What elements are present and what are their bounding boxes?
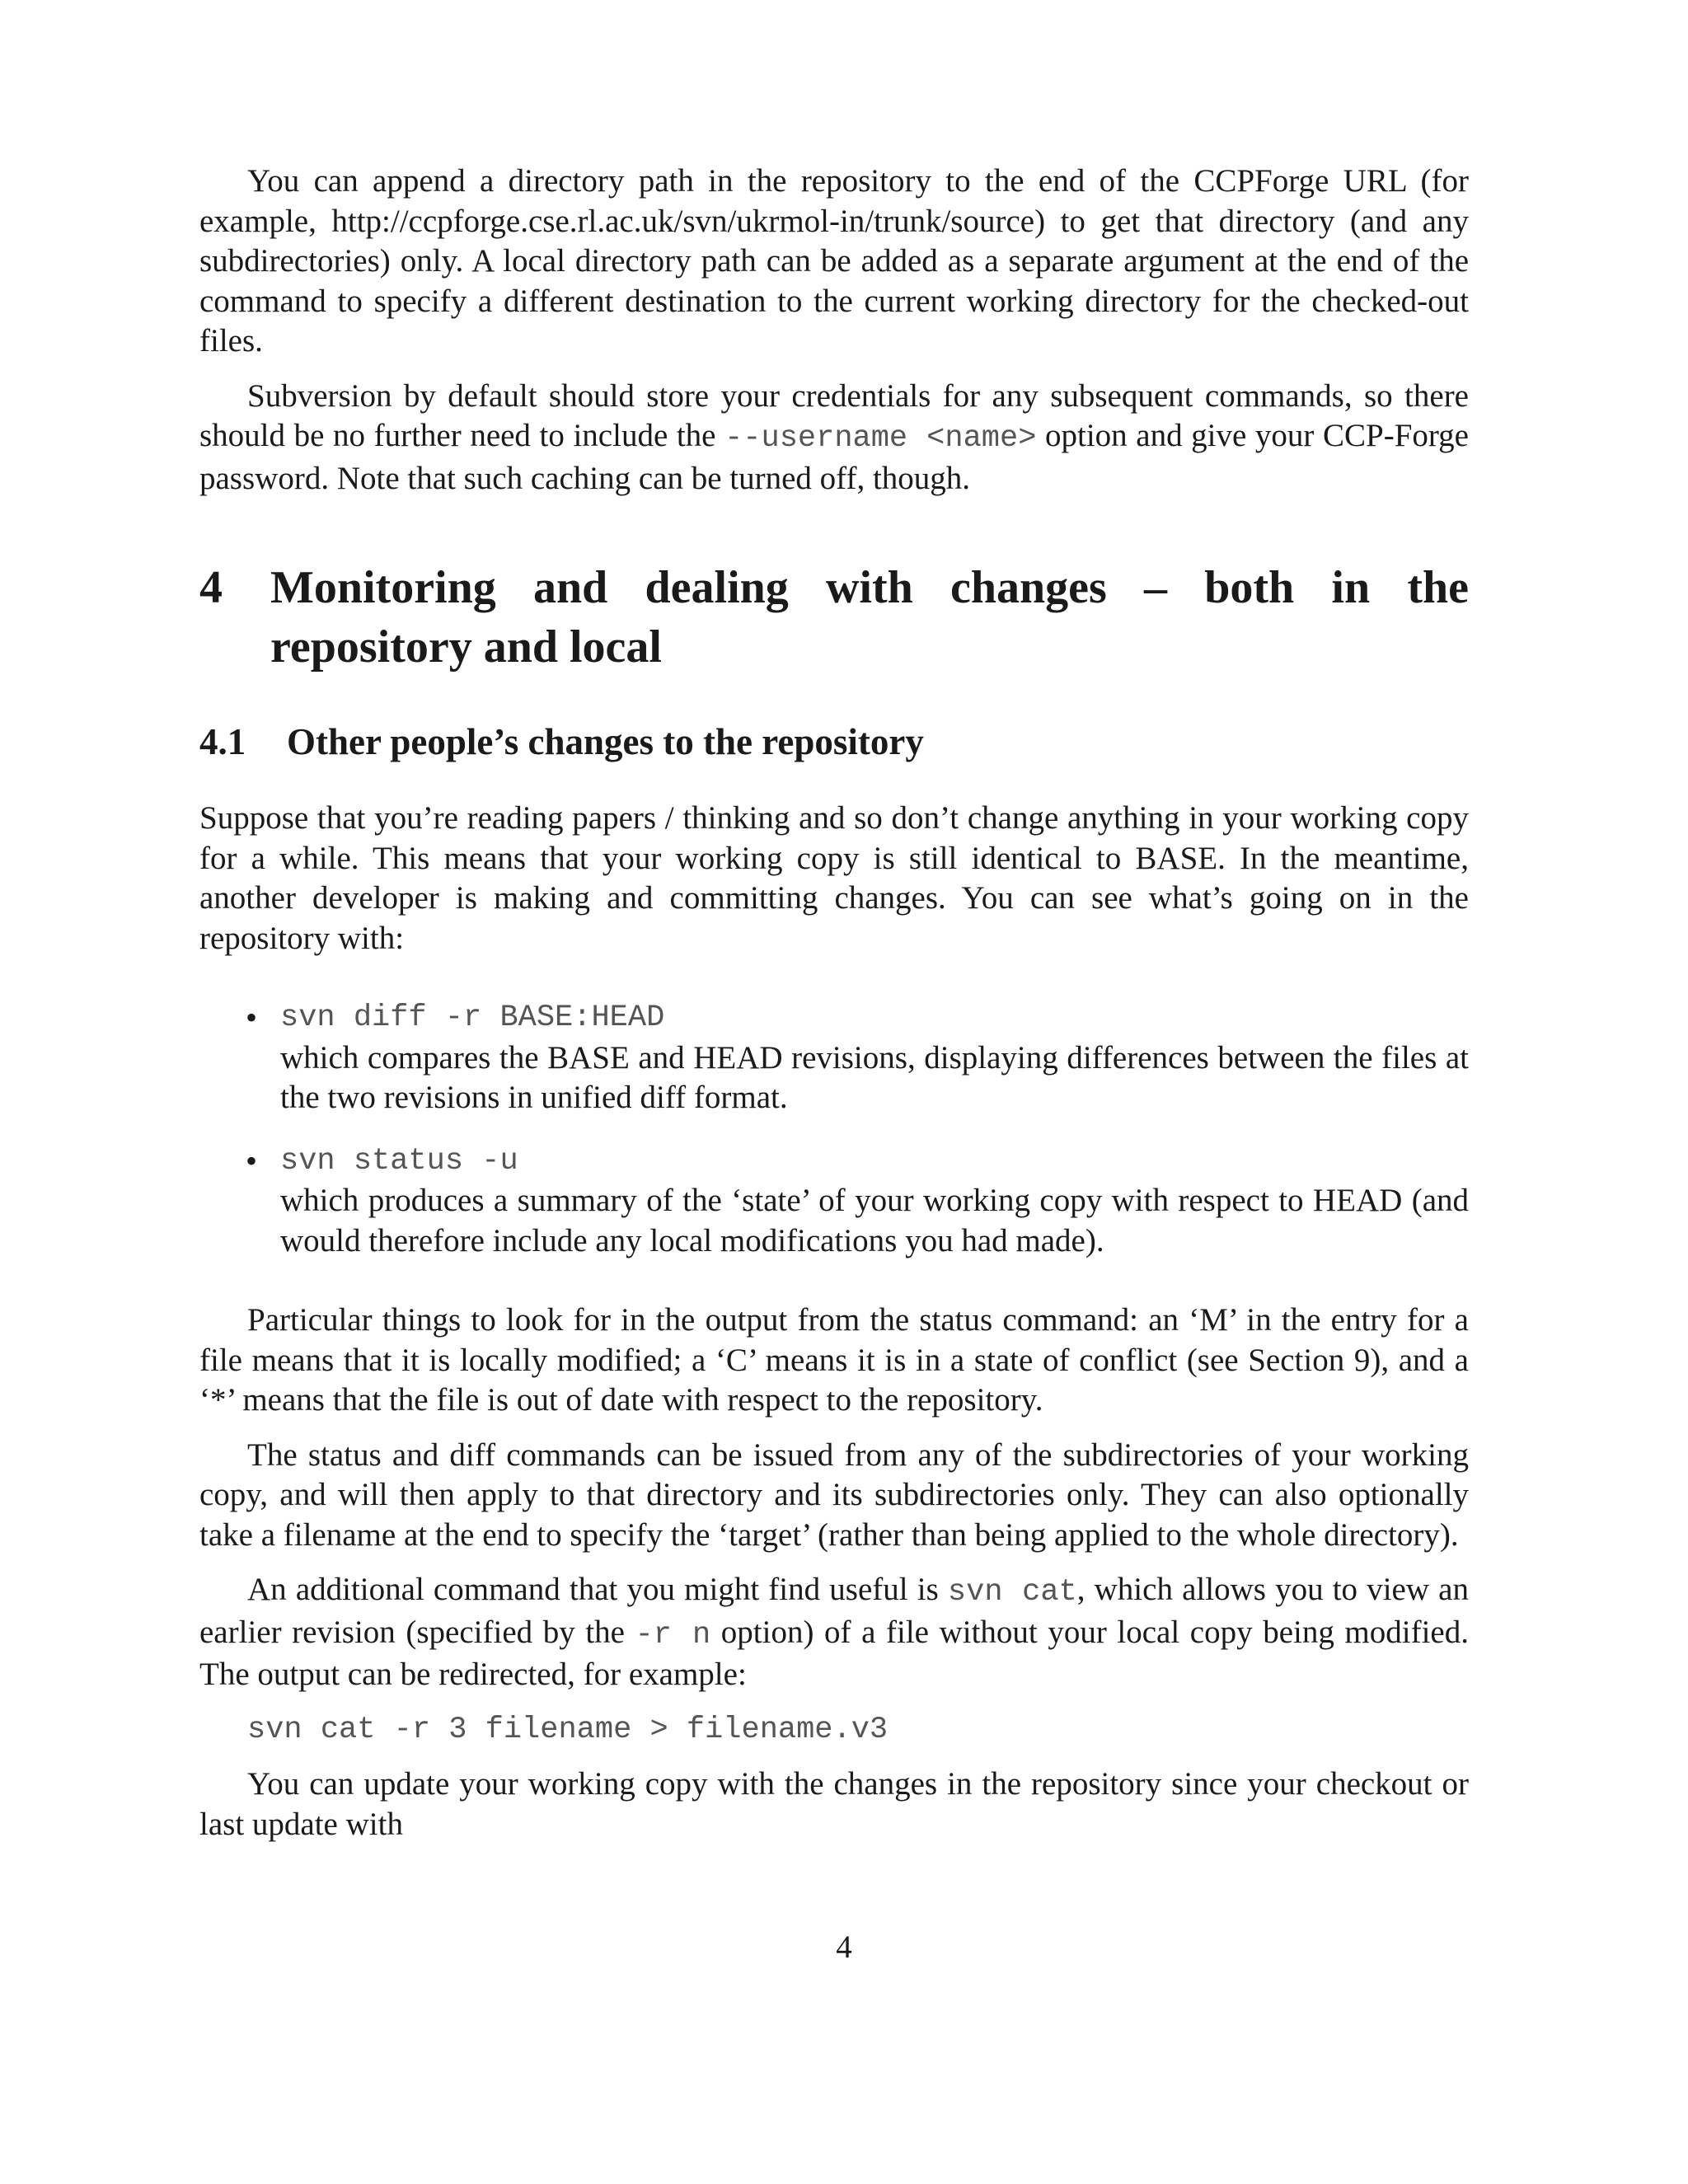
section-title: Monitoring and dealing with changes – both in the repository and local [270,562,1469,673]
subsection-heading-4-1 [199,718,1469,766]
svn-status-description: which produces a summary of the ‘state’ of your working copy with respect to HEAD (and would therefore include any local modifications you had made). [280,1183,1469,1258]
paragraph-credentials [199,377,1469,499]
paragraph-url-append: You can append a directory path in the repository to the end of the CCPForge URL (for example, http://ccpforge.cse.rl.ac.uk/svn/ukrmol-in/trunk/source) to get that directory (and any subdirectories) only. A local directory path can be added as a separate argument at the end of the command to specify a different destination to the current working directory for the checked-out files. [199,163,1469,359]
paragraph-svn-cat [199,1570,1469,1695]
svn-cat-code: svn cat [947,1575,1077,1610]
paragraph-status-output: Particular things to look for in the output from the status command: an ‘M’ in the entry for a file means that it is locally modified; a ‘C’ means it is in a state of conflict (see Section 9), and a ‘*’ means that the file is out of date with respect to the repository. [199,1302,1469,1418]
svn-cat-text-a: An additional command that you might find useful is [247,1572,948,1607]
revision-option-code: -r n [635,1617,711,1652]
credentials-text-a: Subversion by default should store your credentials for any subsequent commands, so there should be no further need to include the [199,377,1469,453]
bullet-mark: • [246,1141,258,1179]
bullet-mark: • [246,999,258,1036]
svn-cat-text-c: option) of a file without your local copy being modified. The output can be redirected, for example: [199,1614,1469,1692]
svn-diff-command: svn diff -r BASE:HEAD [280,1001,665,1035]
credentials-text-b: option and give your CCP-Forge password. Note that such caching can be turned off, though. [199,418,1469,496]
page-body [199,162,1469,1859]
page-number: 4 [836,1929,852,1965]
paragraph-suppose: Suppose that you’re reading papers / thinking and so don’t change anything in your working copy for a while. This means that your working copy is still identical to BASE. In the meantime, another developer is making and committing changes. You can see what’s going on in the repository with: [199,800,1469,956]
list-item [199,1141,1469,1262]
section-heading-4 [199,558,1469,677]
subsection-number: 4.1 [199,721,246,762]
username-option-code: --username <name> [724,421,1037,456]
paragraph-update: You can update your working copy with the changes in the repository since your checkout or last update with [199,1766,1469,1842]
section-number: 4 [199,562,223,613]
svn-cat-example-code: svn cat -r 3 filename > filename.v3 [247,1712,889,1747]
svn-cat-text-b: , which allows you to view an earlier revision (specified by the [199,1572,1469,1650]
command-list [199,998,1469,1261]
svn-status-command: svn status -u [280,1143,518,1179]
subsection-title: Other people’s changes to the repository [287,721,924,762]
paragraph-subdirectories: The status and diff commands can be issued from any of the subdirectories of your working copy, and will then apply to that directory and its subdirectories only. They can also optionally take a filename at the end to specify the ‘target’ (rather than being applied to the whole directory). [199,1436,1469,1553]
list-item [199,998,1469,1118]
svn-diff-description: which compares the BASE and HEAD revisions, displaying differences between the files at the two revisions in unified diff format. [280,1039,1469,1115]
